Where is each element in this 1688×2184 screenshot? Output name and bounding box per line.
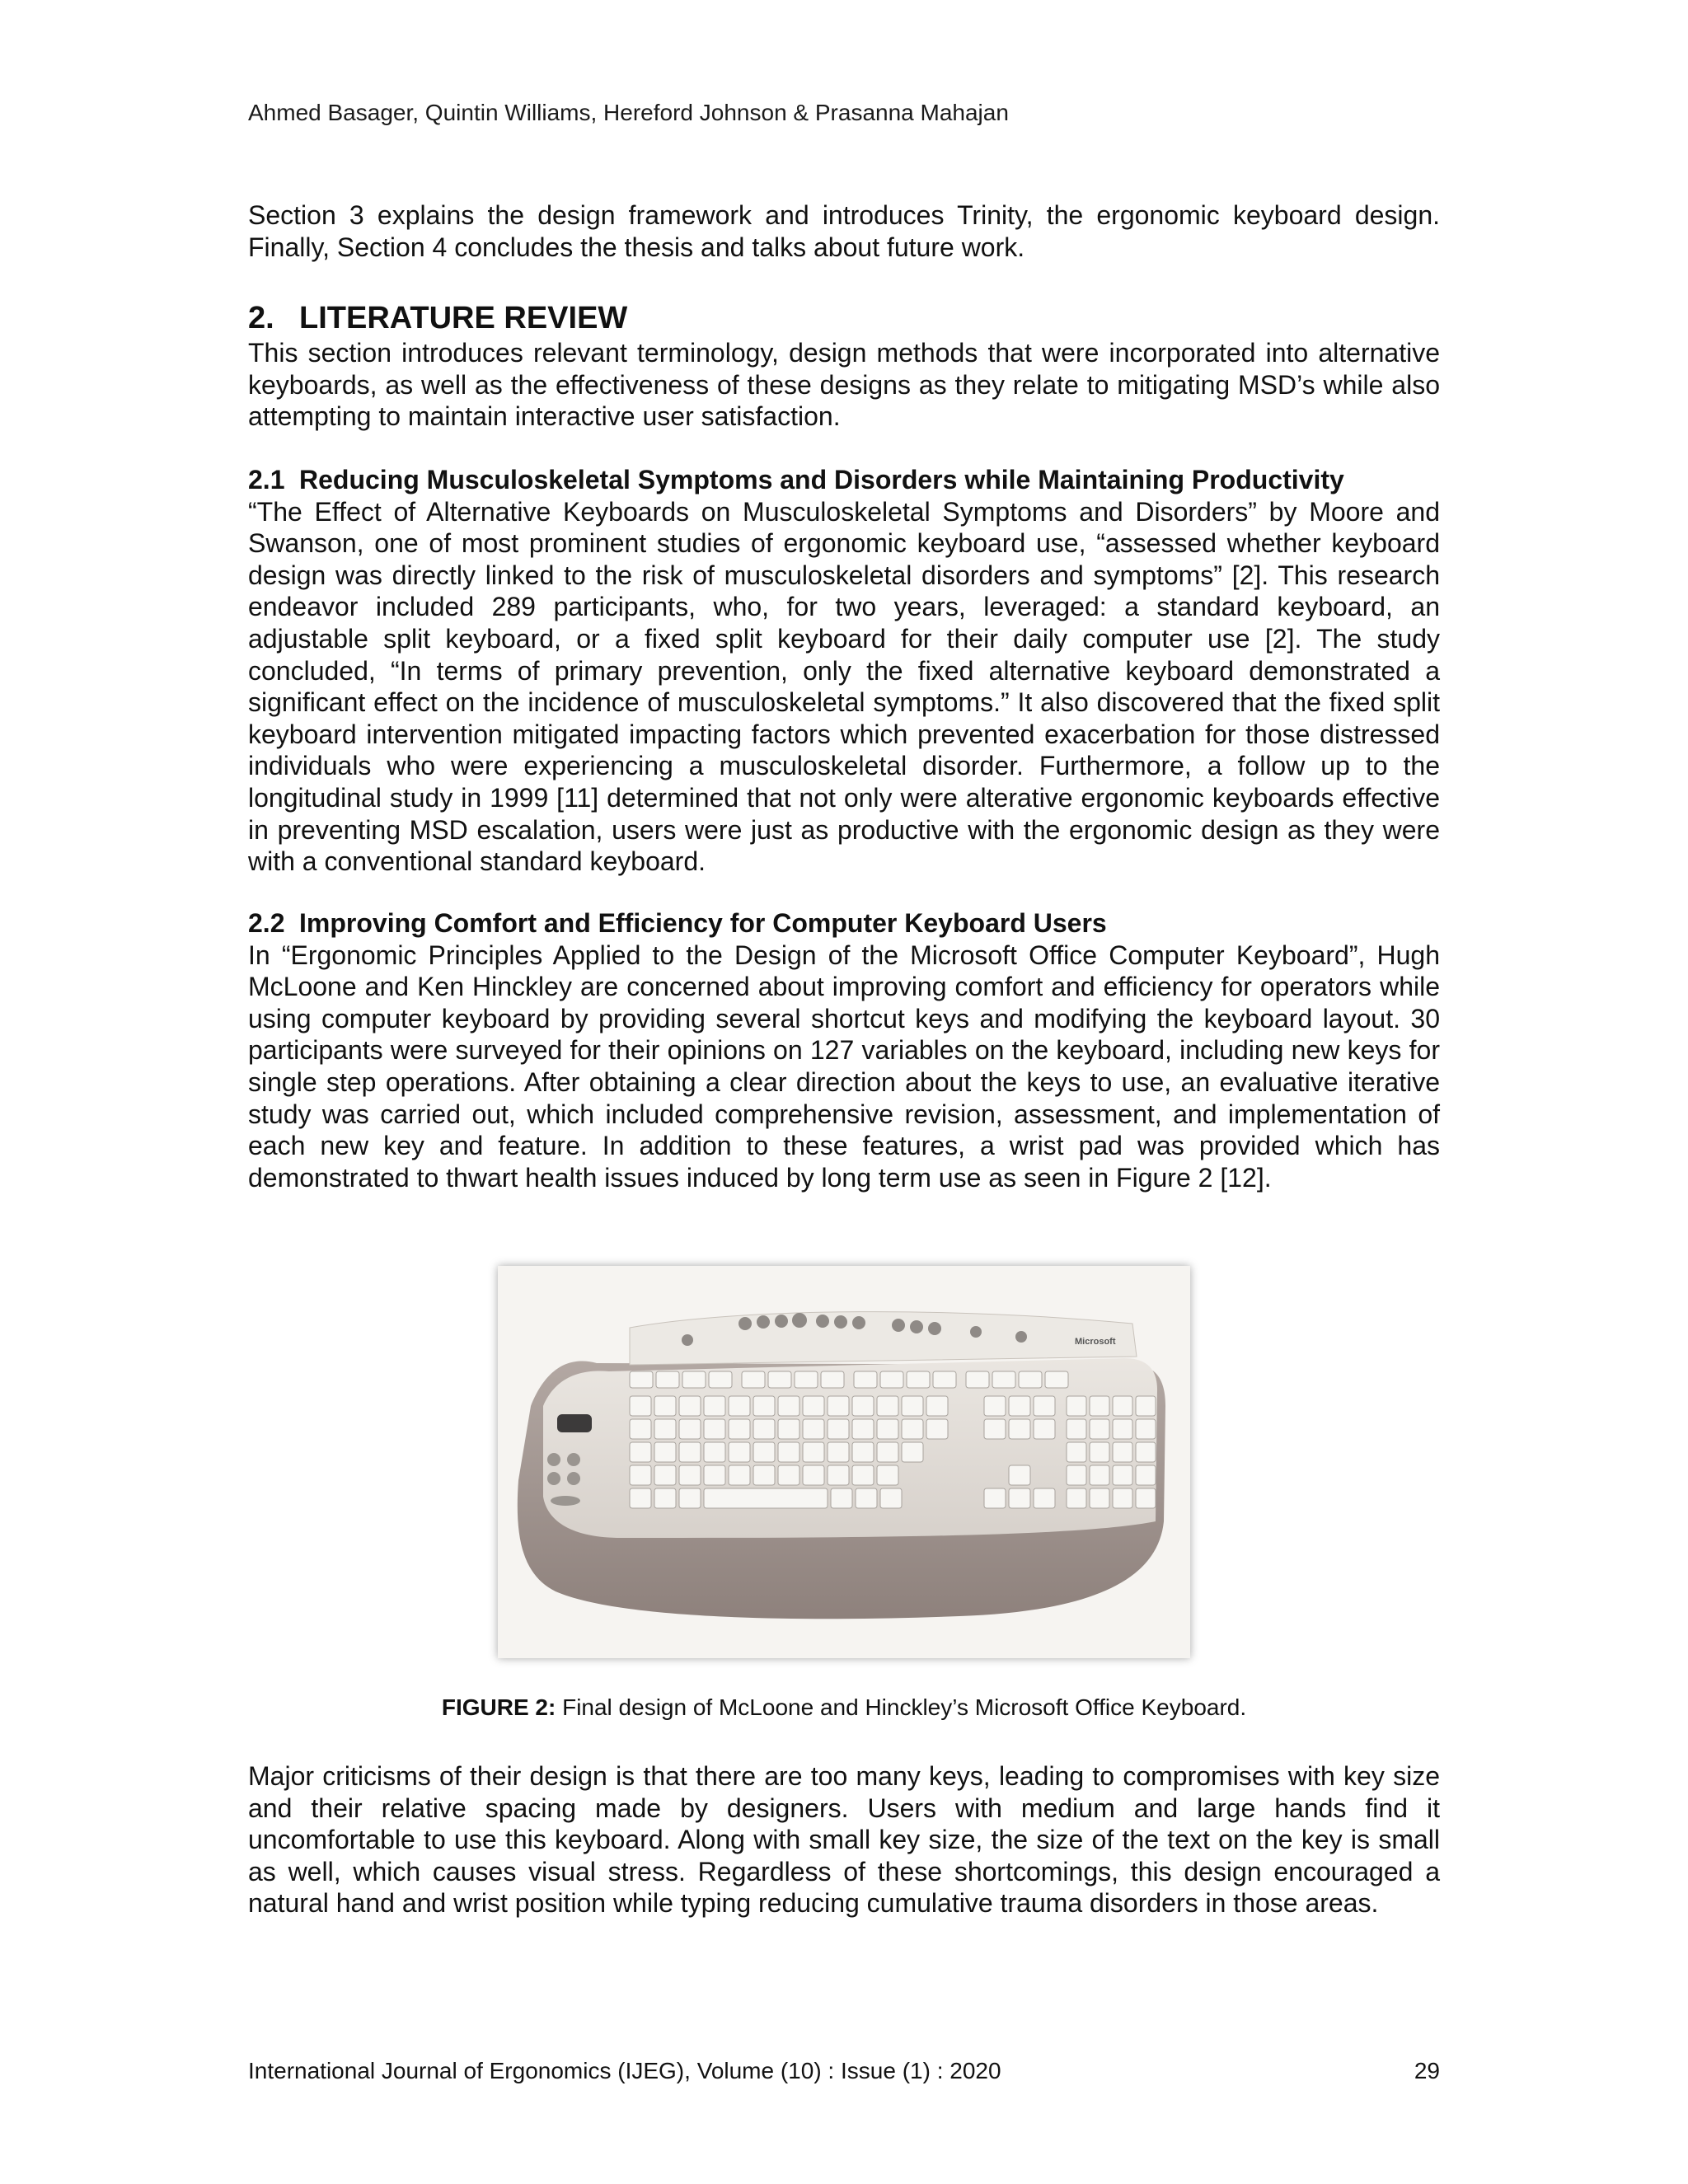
key: [1067, 1442, 1086, 1462]
key: [753, 1442, 775, 1462]
key: [654, 1465, 676, 1485]
key: [926, 1396, 948, 1416]
key: [880, 1488, 902, 1508]
key: [1009, 1488, 1030, 1508]
key: [778, 1419, 799, 1439]
page-footer: [248, 2057, 1440, 2085]
key: [630, 1465, 651, 1485]
key: [709, 1371, 732, 1388]
key: [1113, 1488, 1132, 1508]
key: [1136, 1488, 1156, 1508]
key: [803, 1465, 824, 1485]
section-number: 2.: [248, 301, 274, 335]
key: [902, 1419, 923, 1439]
key: [1113, 1442, 1132, 1462]
key: [852, 1465, 874, 1485]
key: [902, 1396, 923, 1416]
key: [1090, 1465, 1109, 1485]
key: [877, 1442, 898, 1462]
key: [679, 1488, 701, 1508]
key: [1045, 1371, 1068, 1388]
key: [704, 1396, 725, 1416]
key: [1019, 1371, 1042, 1388]
key: [704, 1465, 725, 1485]
closing-paragraph: Major criticisms of their design is that there are too many keys, leading to compromises with key size and their relative spacing made by designers. Users with medium and large hands find it uncomfortable to use this keyboard. Along with small key size, the size of the text on the key is small as well, which causes visual stress. Regardless of these shortcomings, this design encouraged a natural hand and wrist position while typing reducing cumulative trauma disorders in those areas.: [248, 1761, 1440, 1919]
key: [877, 1465, 898, 1485]
key: [729, 1396, 750, 1416]
key: [803, 1442, 824, 1462]
key: [704, 1419, 725, 1439]
key: [926, 1419, 948, 1439]
key: [1113, 1419, 1132, 1439]
subsection-title: Reducing Musculoskeletal Symptoms and Disorders while Maintaining Productivity: [299, 465, 1344, 494]
key: [1136, 1396, 1156, 1416]
key: [1090, 1442, 1109, 1462]
key: [902, 1442, 923, 1462]
key: [877, 1419, 898, 1439]
section-heading: [248, 299, 1440, 337]
key: [828, 1442, 849, 1462]
key: [1034, 1396, 1055, 1416]
key: [1009, 1465, 1030, 1485]
key: [966, 1371, 989, 1388]
key: [828, 1396, 849, 1416]
key: [654, 1488, 676, 1508]
key: [828, 1419, 849, 1439]
key: [1136, 1465, 1156, 1485]
key: [992, 1371, 1015, 1388]
key: [1090, 1396, 1109, 1416]
section-paragraph: This section introduces relevant terminology, design methods that were incorporated into alternative keyboards, as well as the effectiveness of these designs as they relate to mitigating MSD’s while also attempting to maintain interactive user satisfaction.: [248, 338, 1440, 432]
key: [1034, 1488, 1055, 1508]
key: [679, 1396, 701, 1416]
key: [630, 1371, 653, 1388]
key: [679, 1465, 701, 1485]
key: [877, 1396, 898, 1416]
running-header: Ahmed Basager, Quintin Williams, Hereford Johnson & Prasanna Mahajan: [248, 100, 1009, 125]
key: [907, 1371, 930, 1388]
subsection-number: 2.2: [248, 908, 285, 938]
key: [984, 1419, 1006, 1439]
key: [933, 1371, 956, 1388]
section-literature-review: [248, 299, 1440, 433]
key: [753, 1465, 775, 1485]
key: [1009, 1396, 1030, 1416]
key: [828, 1465, 849, 1485]
key: [704, 1488, 828, 1508]
journal-citation: International Journal of Ergonomics (IJEG), Volume (10) : Issue (1) : 2020: [248, 2058, 1001, 2083]
key: [656, 1371, 679, 1388]
subsection-2-1: [248, 464, 1440, 878]
page-number: 29: [1414, 2058, 1440, 2083]
keyboard-figure: [498, 1266, 1190, 1658]
key: [753, 1419, 775, 1439]
caption-text: Final design of McLoone and Hinckley’s Microsoft Office Keyboard.: [556, 1694, 1247, 1720]
key: [1136, 1419, 1156, 1439]
intro-paragraph: Section 3 explains the design framework and introduces Trinity, the ergonomic keyboard design. Finally, Section 4 concludes the thesis and talks about future work.: [248, 200, 1440, 262]
key: [1113, 1465, 1132, 1485]
key: [778, 1465, 799, 1485]
subsection-heading: [248, 464, 1440, 496]
key: [852, 1419, 874, 1439]
key: [1067, 1465, 1086, 1485]
key: [795, 1371, 818, 1388]
key: [1090, 1419, 1109, 1439]
key: [654, 1396, 676, 1416]
key: [742, 1371, 765, 1388]
key: [630, 1442, 651, 1462]
subsection-number: 2.1: [248, 465, 285, 494]
key: [704, 1442, 725, 1462]
key: [630, 1419, 651, 1439]
caption-label: FIGURE 2:: [441, 1694, 556, 1720]
keyboard-illustration: [498, 1266, 1190, 1658]
key: [1067, 1396, 1086, 1416]
key: [679, 1442, 701, 1462]
key: [778, 1396, 799, 1416]
key: [729, 1465, 750, 1485]
key: [1067, 1488, 1086, 1508]
subsection-2-2: [248, 907, 1440, 1193]
subsection-paragraph: “The Effect of Alternative Keyboards on Musculoskeletal Symptoms and Disorders” by Moore and Swanson, one of most prominent studies of ergonomic keyboard use, “assessed whether keyboard design was directly linked to the risk of musculoskeletal disorders and symptoms” [2]. This research endeavor included 289 participants, who, for two years, leveraged: a standard keyboard, an adjustable split keyboard, or a fixed split keyboard for their daily computer use [2]. The study concluded, “In terms of primary prevention, only the fixed alternative keyboard demonstrated a significant effect on the incidence of musculoskeletal symptoms.” It also discovered that the fixed split keyboard intervention mitigated impacting factors which prevented exacerbation for those distressed individuals who were experiencing a musculoskeletal disorder. Furthermore, a follow up to the longitudinal study in 1999 [11] determined that not only were alterative ergonomic keyboards effective in preventing MSD escalation, users were just as productive with the ergonomic design as they were with a conventional standard keyboard.: [248, 496, 1440, 877]
key: [630, 1488, 651, 1508]
key: [984, 1488, 1006, 1508]
key: [1067, 1419, 1086, 1439]
key: [1009, 1419, 1030, 1439]
subsection-heading: [248, 907, 1440, 940]
key: [1113, 1396, 1132, 1416]
section-title: LITERATURE REVIEW: [299, 301, 628, 335]
key: [821, 1371, 844, 1388]
key: [682, 1371, 706, 1388]
subsection-title: Improving Comfort and Efficiency for Computer Keyboard Users: [299, 908, 1107, 938]
key: [753, 1396, 775, 1416]
subsection-paragraph: In “Ergonomic Principles Applied to the Design of the Microsoft Office Computer Keyboard”, Hugh McLoone and Ken Hinckley are concerned about improving comfort and efficiency for operators while using computer keyboard by providing several shortcut keys and modifying the keyboard layout. 30 participants were surveyed for their opinions on 127 variables on the keyboard, including new keys for single step operations. After obtaining a clear direction about the keys to use, an evaluative iterative study was carried out, which included comprehensive revision, assessment, and implementation of each new key and feature. In addition to these features, a wrist pad was provided which has demonstrated to thwart health issues induced by long term use as seen in Figure 2 [12].: [248, 940, 1440, 1193]
key: [654, 1419, 676, 1439]
key: [852, 1396, 874, 1416]
key: [854, 1371, 877, 1388]
key: [803, 1396, 824, 1416]
key: [654, 1442, 676, 1462]
key: [1090, 1488, 1109, 1508]
key: [1136, 1442, 1156, 1462]
key: [803, 1419, 824, 1439]
key: [852, 1442, 874, 1462]
key: [856, 1488, 877, 1508]
key: [729, 1442, 750, 1462]
key: [630, 1396, 651, 1416]
key: [1034, 1419, 1055, 1439]
figure-caption: [248, 1694, 1440, 1722]
key: [984, 1396, 1006, 1416]
key: [679, 1419, 701, 1439]
key: [768, 1371, 791, 1388]
brand-logo-text: Microsoft: [1075, 1337, 1116, 1347]
key: [831, 1488, 852, 1508]
key: [880, 1371, 903, 1388]
key: [729, 1419, 750, 1439]
key: [778, 1442, 799, 1462]
